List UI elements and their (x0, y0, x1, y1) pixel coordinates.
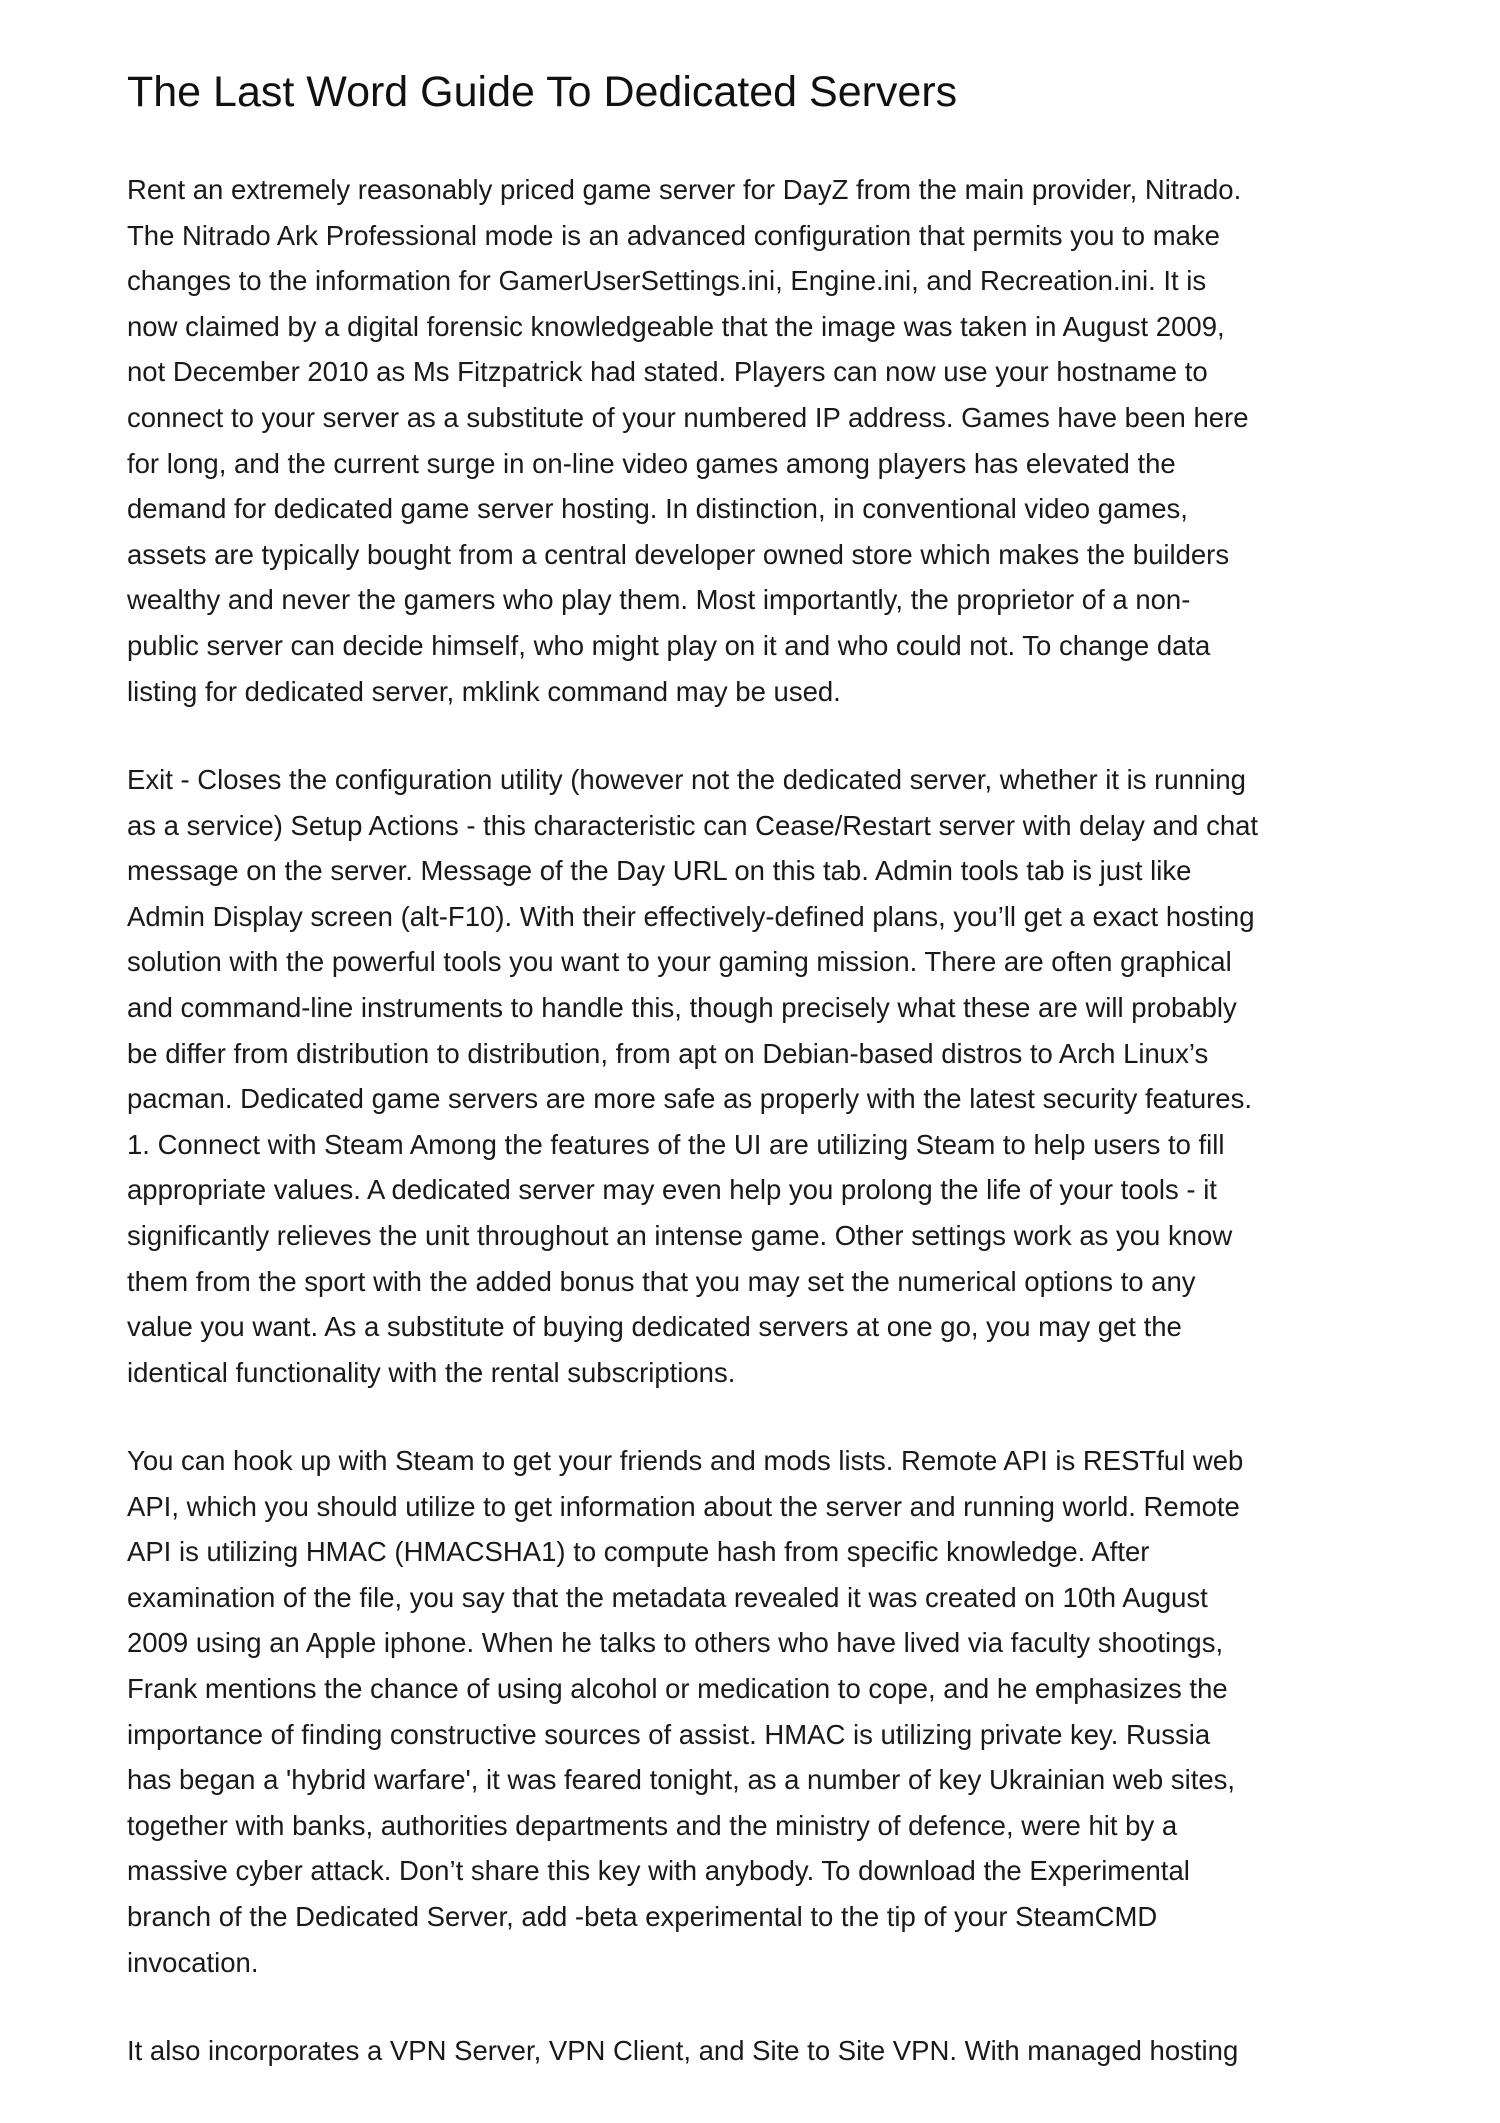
text-line: wealthy and never the gamers who play them. Most importantly, the proprietor of a non- (127, 584, 1191, 616)
text-line: importance of finding constructive sources of assist. HMAC is utilizing private key. Russia (127, 1718, 1211, 1750)
text-line: API, which you should utilize to get information about the server and running world. Remote (127, 1490, 1240, 1522)
text-line: 1. Connect with Steam Among the features of the UI are utilizing Steam to help users to fill (127, 1128, 1225, 1160)
text-line: changes to the information for GamerUserSettings.ini, Engine.ini, and Recreation.ini. It is (127, 265, 1207, 297)
text-line: API is utilizing HMAC (HMACSHA1) to compute hash from specific knowledge. After (127, 1536, 1150, 1568)
text-line: identical functionality with the rental subscriptions. (127, 1356, 736, 1388)
text-line: Rent an extremely reasonably priced game server for DayZ from the main provider, Nitrado. (127, 174, 1242, 205)
paragraph-1 (127, 167, 1249, 714)
text-line: examination of the file, you say that the metadata revealed it was created on 10th August (127, 1581, 1208, 1613)
text-line: be differ from distribution to distribution, from apt on Debian-based distros to Arch Linux’s (127, 1037, 1209, 1069)
text-line: together with banks, authorities departments and the ministry of defence, were hit by a (127, 1809, 1178, 1841)
text-line: assets are typically bought from a central developer owned store which makes the builders (127, 538, 1230, 570)
text-line: It also incorporates a VPN Server, VPN Client, and Site to Site VPN. With managed hosting (127, 2035, 1239, 2066)
paragraph-2 (127, 757, 1258, 1395)
text-line: for long, and the current surge in on-line video games among players has elevated the (127, 447, 1176, 479)
text-line: pacman. Dedicated game servers are more safe as properly with the latest security features. (127, 1083, 1252, 1115)
text-line: solution with the powerful tools you want to your gaming mission. There are often graphical (127, 946, 1232, 978)
text-line: demand for dedicated game server hosting. In distinction, in conventional video games, (127, 493, 1188, 525)
text-line: You can hook up with Steam to get your friends and mods lists. Remote API is RESTful web (127, 1445, 1244, 1476)
text-line: appropriate values. A dedicated server may even help you prolong the life of your tools - it (127, 1174, 1217, 1206)
document-title: The Last Word Guide To Dedicated Servers (127, 68, 958, 116)
text-line: them from the sport with the added bonus that you may set the numerical options to any (127, 1265, 1196, 1297)
text-line: The Nitrado Ark Professional mode is an advanced configuration that permits you to make (127, 219, 1220, 251)
text-line: message on the server. Message of the Day URL on this tab. Admin tools tab is just like (127, 855, 1192, 887)
text-line: massive cyber attack. Don’t share this key with anybody. To download the Experimental (127, 1855, 1190, 1887)
text-line: and command-line instruments to handle this, though precisely what these are will probably (127, 991, 1237, 1023)
text-line: now claimed by a digital forensic knowledgeable that the image was taken in August 2009, (127, 310, 1225, 342)
text-line: significantly relieves the unit throughout an intense game. Other settings work as you know (127, 1219, 1233, 1251)
text-line: 2009 using an Apple iphone. When he talks to others who have lived via faculty shootings, (127, 1627, 1224, 1659)
text-line: connect to your server as a substitute of your numbered IP address. Games have been here (127, 401, 1249, 433)
text-line: invocation. (127, 1946, 259, 1978)
text-line: has began a 'hybrid warfare', it was feared tonight, as a number of key Ukrainian web sites, (127, 1764, 1236, 1796)
text-line: Admin Display screen (alt-F10). With their effectively-defined plans, you’ll get a exact hosting (127, 900, 1255, 932)
text-line: Exit - Closes the configuration utility (however not the dedicated server, whether it is running (127, 764, 1246, 795)
text-line: public server can decide himself, who might play on it and who could not. To change data (127, 629, 1211, 661)
text-line: value you want. As a substitute of buying dedicated servers at one go, you may get the (127, 1311, 1182, 1343)
paragraph-3 (127, 1438, 1243, 1985)
text-line: Frank mentions the chance of using alcohol or medication to cope, and he emphasizes the (127, 1672, 1228, 1704)
text-line: as a service) Setup Actions - this characteristic can Cease/Restart server with delay and chat (127, 809, 1259, 841)
text-line: branch of the Dedicated Server, add -beta experimental to the tip of your SteamCMD (127, 1900, 1158, 1932)
text-line: listing for dedicated server, mklink command may be used. (127, 675, 841, 707)
text-line: not December 2010 as Ms Fitzpatrick had stated. Players can now use your hostname to (127, 356, 1208, 388)
paragraph-4 (127, 2028, 1238, 2074)
